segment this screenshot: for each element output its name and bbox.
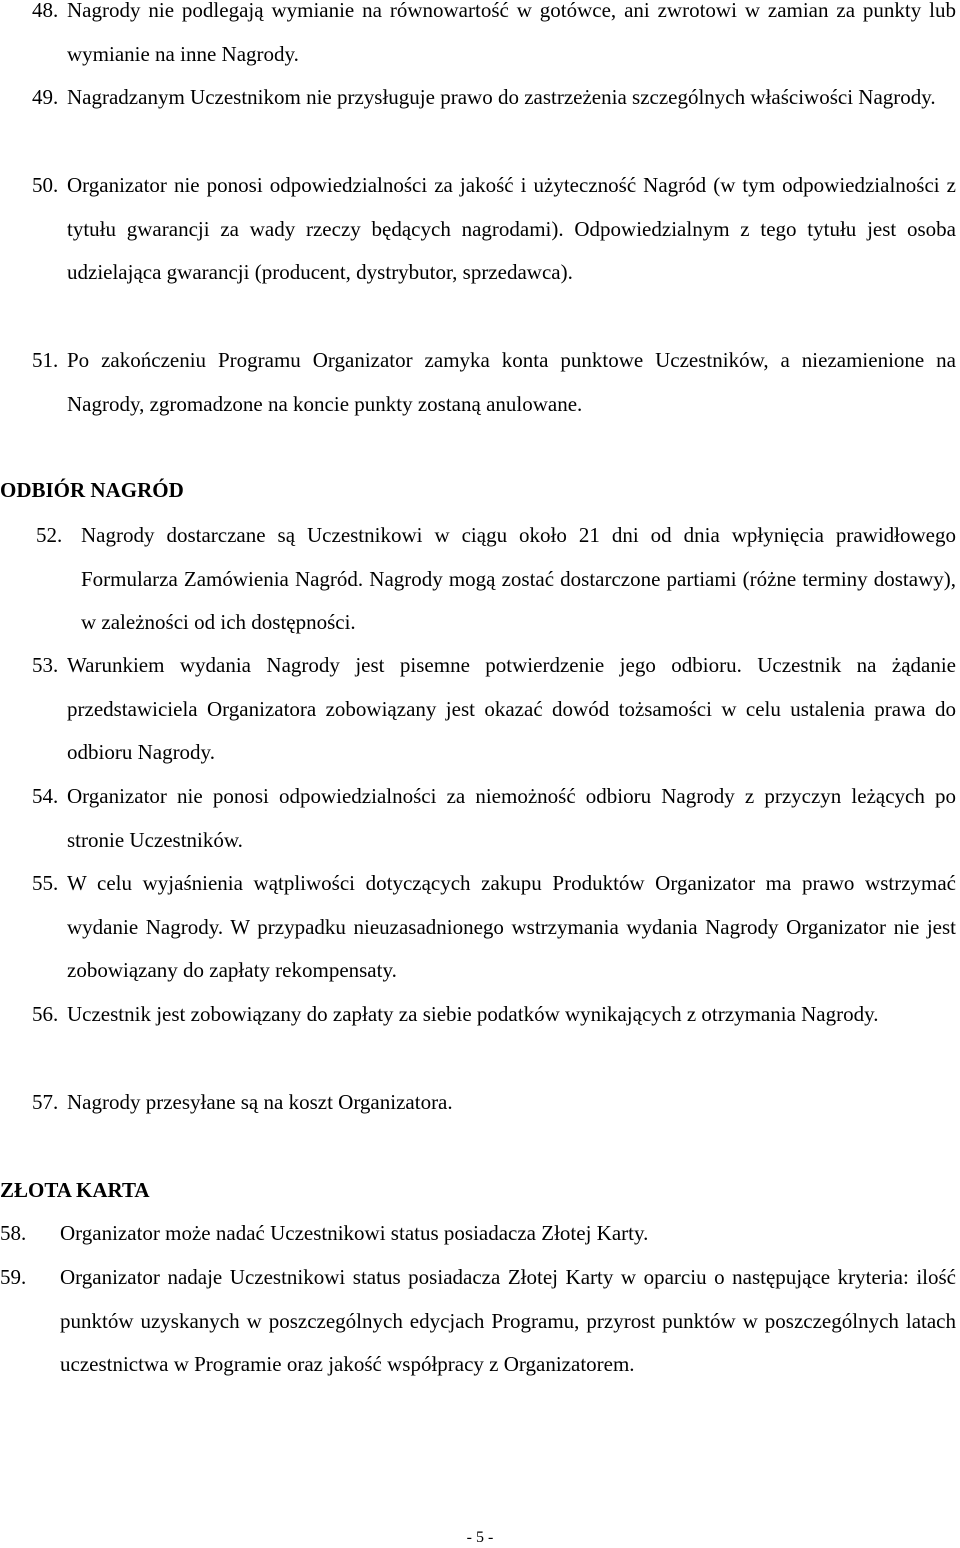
item-number: 59. <box>0 1265 27 1289</box>
item-text: Organizator nie ponosi odpowiedzialności za niemożność odbioru Nagrody z przyczyn leżących po stronie Uczestników. <box>67 784 956 852</box>
item-number: 56. <box>32 1002 59 1026</box>
list-item-52 <box>36 514 956 645</box>
item-text: Nagrody nie podlegają wymianie na równowartość w gotówce, ani zwrotowi w zamian za punkty lub wymianie na inne Nagrody. <box>67 0 956 66</box>
page-number: - 5 - <box>466 1529 494 1546</box>
list-item-51 <box>32 339 956 426</box>
list-item-56 <box>32 993 956 1037</box>
item-number: 55. <box>32 871 59 895</box>
item-text: Nagradzanym Uczestnikom nie przysługuje prawo do zastrzeżenia szczególnych właściwości Nagrody. <box>67 85 936 109</box>
item-number: 52. <box>36 523 63 547</box>
section-heading-zlota-karta: ZŁOTA KARTA <box>0 1178 150 1202</box>
list-item-48 <box>32 0 956 76</box>
item-number: 48. <box>32 0 59 22</box>
item-number: 51. <box>32 348 59 372</box>
item-number: 58. <box>0 1221 27 1245</box>
list-item-50 <box>32 164 956 295</box>
section-heading-odbior-nagrod: ODBIÓR NAGRÓD <box>0 478 184 502</box>
list-item-57 <box>32 1081 956 1125</box>
list-item-53 <box>32 644 956 775</box>
list-item-49 <box>32 76 956 120</box>
item-text: Warunkiem wydania Nagrody jest pisemne potwierdzenie jego odbioru. Uczestnik na żądanie przedstawiciela Organizatora zobowiązany jest okazać dowód tożsamości w celu ustalenia prawa do odbioru Nagrody. <box>67 653 956 764</box>
item-text: Nagrody dostarczane są Uczestnikowi w ciągu około 21 dni od dnia wpłynięcia prawidłowego Formularza Zamówienia Nagród. Nagrody mogą zostać dostarczone partiami (różne terminy dostawy), w zależności od ich dostępności. <box>81 523 956 634</box>
item-text: Organizator nie ponosi odpowiedzialności za jakość i użyteczność Nagród (w tym odpowiedzialności z tytułu gwarancji za wady rzeczy będących nagrodami). Odpowiedzialnym z tego tytułu jest osoba udzielająca gwarancji (producent, dystrybutor, sprzedawca). <box>67 173 956 284</box>
list-item-54 <box>32 775 956 862</box>
item-text: Po zakończeniu Programu Organizator zamyka konta punktowe Uczestników, a niezamienione na Nagrody, zgromadzone na koncie punkty zostaną anulowane. <box>67 348 956 416</box>
item-text: Uczestnik jest zobowiązany do zapłaty za siebie podatków wynikających z otrzymania Nagrody. <box>67 1002 879 1026</box>
list-item-59 <box>0 1256 956 1387</box>
list-item-58 <box>0 1212 956 1256</box>
list-item-55 <box>32 862 956 993</box>
item-text: Organizator może nadać Uczestnikowi status posiadacza Złotej Karty. <box>60 1221 649 1245</box>
item-text: Nagrody przesyłane są na koszt Organizatora. <box>67 1090 453 1114</box>
item-number: 50. <box>32 173 59 197</box>
item-number: 57. <box>32 1090 59 1114</box>
item-number: 49. <box>32 85 59 109</box>
item-number: 54. <box>32 784 59 808</box>
item-text: Organizator nadaje Uczestnikowi status posiadacza Złotej Karty w oparciu o następujące kryteria: ilość punktów uzyskanych w poszczególnych edycjach Programu, przyrost punktów w poszczególnych latach uczestnictwa w Programie oraz jakość współpracy z Organizatorem. <box>60 1265 956 1376</box>
item-text: W celu wyjaśnienia wątpliwości dotyczących zakupu Produktów Organizator ma prawo wstrzymać wydanie Nagrody. W przypadku nieuzasadnionego wstrzymania wydania Nagrody Organizator nie jest zobowiązany do zapłaty rekompensaty. <box>67 871 956 982</box>
item-number: 53. <box>32 653 59 677</box>
